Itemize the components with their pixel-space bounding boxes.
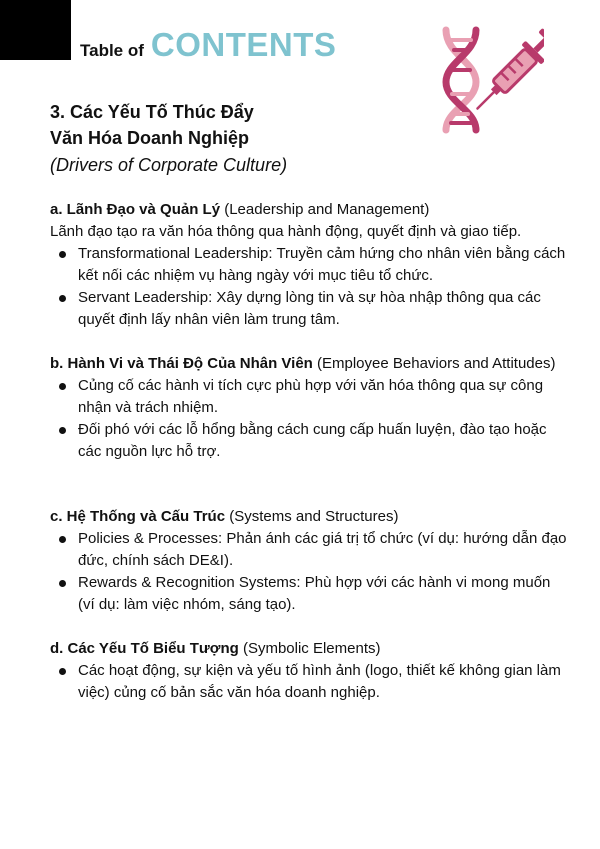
syringe-icon xyxy=(468,26,544,119)
subsection-title-english: (Systems and Structures) xyxy=(225,508,399,525)
header-prefix: Table of xyxy=(80,41,144,60)
subsection-symbolic-elements xyxy=(50,638,570,704)
bullet-item: Transformational Leadership: Truyền cảm hứng cho nhân viên bằng cách kết nối các nhiệm vụ hàng ngày với mục tiêu tổ chức. xyxy=(50,243,570,287)
subsection-employee-behaviors xyxy=(50,353,570,463)
subsection-leadership xyxy=(50,199,570,331)
bullet-item: Các hoạt động, sự kiện và yếu tố hình ảnh (logo, thiết kế không gian làm việc) củng cố bản sắc văn hóa doanh nghiệp. xyxy=(50,660,570,704)
subsection-systems-structures xyxy=(50,506,570,616)
corner-black-block xyxy=(0,0,71,60)
subsection-title-english: (Employee Behaviors and Attitudes) xyxy=(312,355,556,372)
subsection-title-english: (Symbolic Elements) xyxy=(238,640,381,657)
bullet-list xyxy=(50,660,570,704)
content-body xyxy=(50,199,570,704)
subsection-title-bold: a. Lãnh Đạo và Quản Lý xyxy=(50,201,221,218)
subsection-title-bold: c. Hệ Thống và Cấu Trúc xyxy=(50,508,226,525)
section-title-line2: Văn Hóa Doanh Nghiệp xyxy=(50,128,250,148)
bullet-item: Rewards & Recognition Systems: Phù hợp với các hành vi mong muốn (ví dụ: làm việc nhóm, sáng tạo). xyxy=(50,572,570,616)
bullet-item: Đối phó với các lỗ hổng bằng cách cung cấp huấn luyện, đào tạo hoặc các nguồn lực hỗ trợ. xyxy=(50,419,570,463)
bullet-list xyxy=(50,243,570,331)
page-header xyxy=(80,26,336,64)
subsection-description: Lãnh đạo tạo ra văn hóa thông qua hành động, quyết định và giao tiếp. xyxy=(50,223,522,240)
bullet-item: Củng cố các hành vi tích cực phù hợp với văn hóa thông qua sự công nhận và trách nhiệm. xyxy=(50,375,570,419)
section-title-line1: 3. Các Yếu Tố Thúc Đẩy xyxy=(50,102,254,122)
subsection-title xyxy=(50,353,570,375)
subsection-title xyxy=(50,506,570,528)
section-heading xyxy=(50,99,450,179)
bullet-item: Policies & Processes: Phản ánh các giá trị tổ chức (ví dụ: hướng dẫn đạo đức, chính sách DE&I). xyxy=(50,528,570,572)
subsection-title-bold: b. Hành Vi và Thái Độ Của Nhân Viên xyxy=(50,355,313,372)
subsection-title xyxy=(50,638,570,660)
subsection-title-english: (Leadership and Management) xyxy=(220,201,430,218)
section-subtitle: (Drivers of Corporate Culture) xyxy=(50,155,288,175)
subsection-title xyxy=(50,199,570,221)
subsection-title-bold: d. Các Yếu Tố Biểu Tượng xyxy=(50,640,239,657)
bullet-item: Servant Leadership: Xây dựng lòng tin và sự hòa nhập thông qua các quyết định lấy nhân viên làm trung tâm. xyxy=(50,287,570,331)
header-title: CONTENTS xyxy=(150,26,337,63)
bullet-list xyxy=(50,528,570,616)
bullet-list xyxy=(50,375,570,463)
dna-icon xyxy=(446,30,476,130)
